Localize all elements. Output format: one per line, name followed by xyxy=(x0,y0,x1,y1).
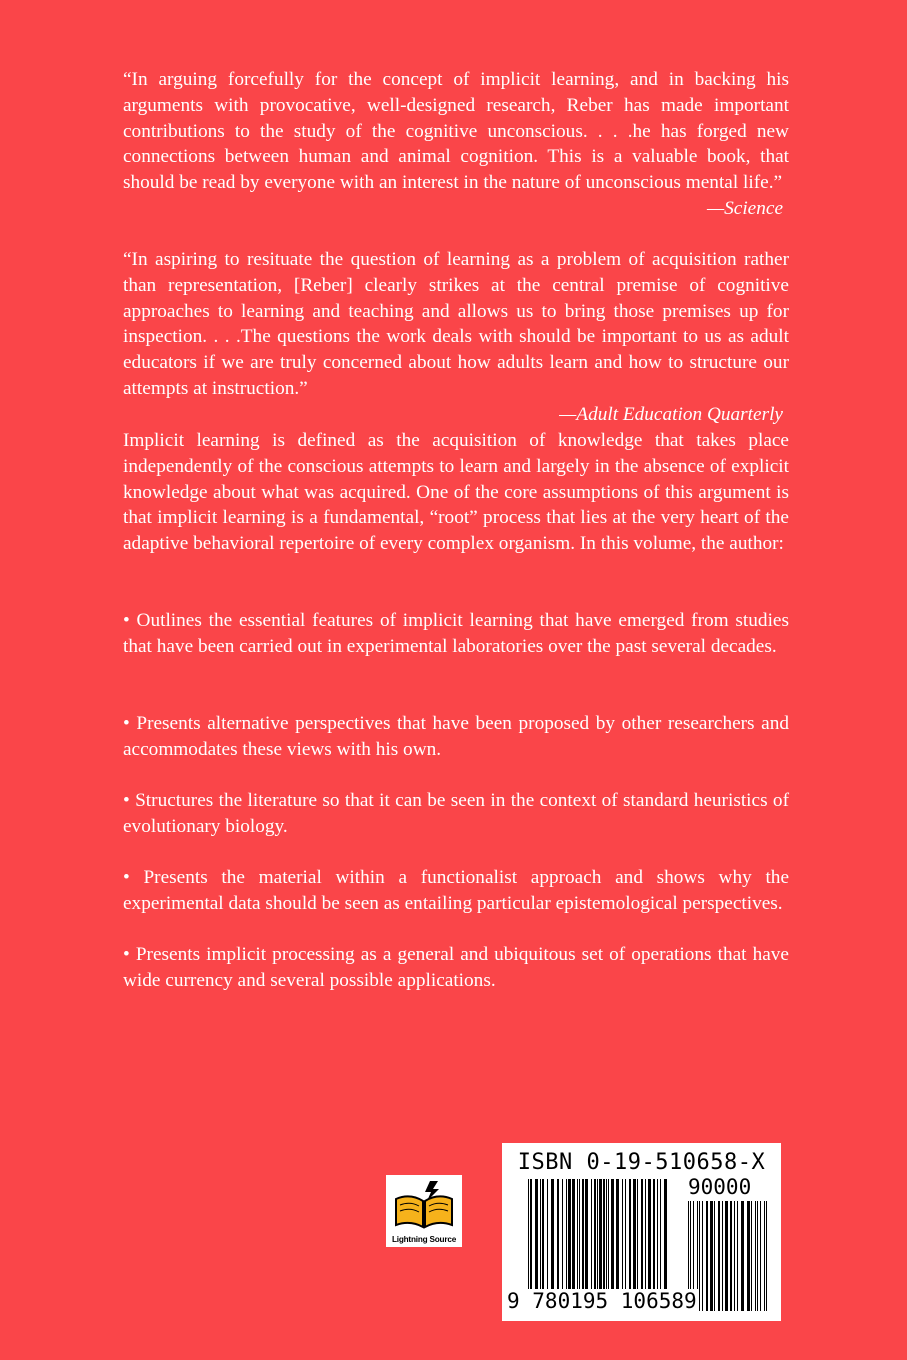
book-description xyxy=(123,428,789,557)
feature-bullet xyxy=(123,608,789,660)
barcode-bar xyxy=(725,1201,728,1311)
barcode-bar xyxy=(714,1201,715,1311)
review-quote-1-text: “In arguing forcefully for the concept of implicit learning, and in backing his arguments with provocative, well-designed research, Reber has made important contributions to the study of the cognitive unconscious. . . .he has forged new connections between human and animal cognition. This is a valuable book, that should be read by everyone with an interest in the nature of unconscious mental life.” xyxy=(123,69,789,194)
barcode-bar xyxy=(734,1201,735,1311)
barcode-bar xyxy=(757,1201,758,1311)
barcode-bar xyxy=(710,1201,713,1311)
feature-bullet xyxy=(123,942,789,994)
publisher-logo xyxy=(386,1175,462,1247)
feature-bullet-text: • Presents the material within a functionalist approach and shows why the experimental data should be seen as entailing particular epistemological perspectives. xyxy=(123,867,789,914)
barcode-bar xyxy=(737,1201,738,1311)
feature-bullet xyxy=(123,865,789,917)
barcode-bar xyxy=(764,1201,765,1311)
review-quote-2-text: “In aspiring to resituate the question of learning as a problem of acquisition rather than representation, [Reber] clearly strikes at the central premise of cognitive approaches to learning and teaching and allows us to bring those premises up for inspection. . . .The questions the work deals with should be important to us as adult educators if we are truly concerned about how adults learn and how to structure our attempts at instruction.” xyxy=(123,249,789,399)
barcode-bar xyxy=(747,1201,750,1311)
barcode-bar xyxy=(702,1201,703,1311)
barcode-bar xyxy=(722,1201,723,1311)
barcode-bar xyxy=(718,1201,720,1311)
ean-digits: 9 780195 106589 xyxy=(507,1289,697,1313)
review-quote-1 xyxy=(123,67,789,222)
review-quote-2-source: —Adult Education Quarterly xyxy=(559,403,783,425)
barcode-bar xyxy=(741,1201,744,1311)
barcode-bar xyxy=(706,1201,708,1311)
isbn-barcode xyxy=(502,1143,781,1321)
isbn-number: ISBN 0-19-510658-X xyxy=(517,1150,766,1175)
barcode-bar xyxy=(751,1201,752,1311)
barcode-bar xyxy=(699,1201,700,1311)
open-book-icon xyxy=(392,1179,456,1231)
feature-bullet xyxy=(123,788,789,840)
barcode-bar xyxy=(760,1201,761,1311)
feature-bullet-text: • Presents implicit processing as a general and ubiquitous set of operations that have wide currency and several possible applications. xyxy=(123,944,789,991)
book-description-text: Implicit learning is defined as the acquisition of knowledge that takes place independently of the conscious attempts to learn and largely in the absence of explicit knowledge about what was acquired. One of the core assumptions of this argument is that implicit learning is a fundamental, “root” process that lies at the very heart of the adaptive behavioral repertoire of every complex organism. In this volume, the author: xyxy=(123,430,789,555)
barcode-bar xyxy=(730,1201,732,1311)
publisher-logo-label: Lightning Source xyxy=(391,1235,457,1244)
price-code: 90000 xyxy=(688,1175,752,1199)
feature-bullet-text: • Presents alternative perspectives that have been proposed by other researchers and accommodates these views with his own. xyxy=(123,713,789,760)
barcode-bar xyxy=(755,1201,756,1311)
review-quote-2 xyxy=(123,247,789,428)
feature-bullet-text: • Outlines the essential features of implicit learning that have emerged from studies that have been carried out in experimental laboratories over the past several decades. xyxy=(123,610,789,657)
barcode-bar xyxy=(766,1201,767,1311)
feature-bullet xyxy=(123,711,789,763)
feature-bullet-text: • Structures the literature so that it can be seen in the context of standard heuristics of evolutionary biology. xyxy=(123,790,789,837)
review-quote-1-source: —Science xyxy=(706,197,783,219)
